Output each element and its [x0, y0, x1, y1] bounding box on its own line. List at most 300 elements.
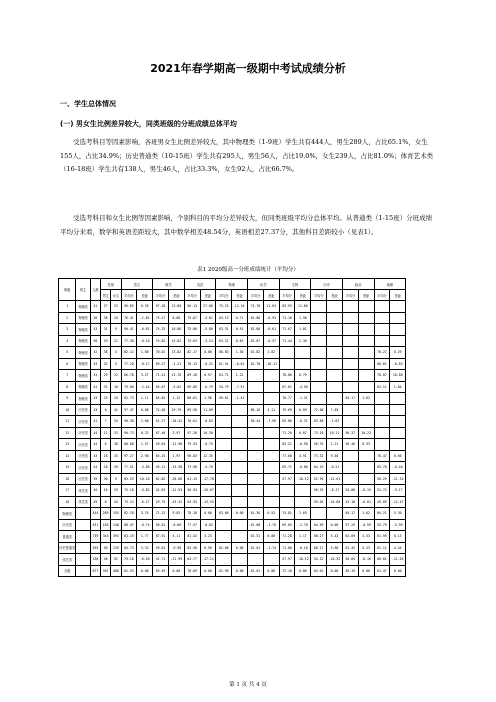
table-cell: -21.53	[168, 485, 184, 497]
table-cell: 138	[90, 554, 100, 566]
table-cell: 33	[111, 427, 121, 439]
table-row	[59, 381, 438, 393]
table-cell: -2.21	[168, 358, 184, 370]
table-cell: 0.13	[390, 531, 406, 543]
table-cell: 15.82	[168, 335, 184, 347]
table-cell	[279, 358, 295, 370]
table-cell	[263, 473, 279, 485]
table-cell: 0.35	[137, 301, 153, 313]
table-cell: 4.11	[168, 531, 184, 543]
table-cell	[374, 416, 390, 428]
table-cell: 82.18	[121, 508, 137, 520]
table-cell: -3.80	[137, 462, 153, 474]
table-cell: 45.11	[153, 462, 169, 474]
table-cell: 1.62	[358, 393, 374, 405]
table-cell: 63.58	[311, 416, 327, 428]
table-cell	[232, 450, 248, 462]
table-cell: 56.37	[342, 427, 358, 439]
table-body	[59, 301, 438, 577]
table-cell: 10	[59, 404, 76, 416]
table-cell: -0.82	[200, 519, 216, 531]
table-cell: 物理类	[76, 347, 90, 359]
table-row	[59, 519, 438, 531]
table-cell: 51.72	[374, 485, 390, 497]
table-cell	[232, 485, 248, 497]
table-cell: -20.68	[168, 473, 184, 485]
table-cell: 5.60	[327, 542, 343, 554]
table-cell: 77.97	[184, 519, 200, 531]
table-row	[59, 508, 438, 520]
table-cell: 64.17	[342, 393, 358, 405]
table-cell: 4.11	[263, 404, 279, 416]
header-cell: 班主	[76, 279, 90, 301]
table-cell: 3.97	[168, 427, 184, 439]
table-cell: 86.16	[248, 404, 264, 416]
table-cell: -6.01	[358, 496, 374, 508]
table-cell: 0	[101, 496, 111, 508]
table-cell: -10.11	[263, 358, 279, 370]
table-cell: -21.99	[168, 554, 184, 566]
table-cell: 57.97	[279, 473, 295, 485]
table-cell: 49.89	[374, 496, 390, 508]
table-cell: -2.44	[137, 381, 153, 393]
table-cell: 29	[101, 335, 111, 347]
table-row	[59, 335, 438, 347]
header-cell: 生物	[279, 279, 311, 290]
table-cell: 78.13	[184, 358, 200, 370]
table-row	[59, 358, 438, 370]
table-cell	[295, 496, 311, 508]
table-cell: 74.82	[153, 335, 169, 347]
section-heading: 一、学生总体情况	[60, 100, 116, 108]
table-cell: 10.80	[390, 370, 406, 382]
table-cell: 32	[101, 358, 111, 370]
table-cell: 67.46	[153, 427, 169, 439]
table-cell	[279, 347, 295, 359]
subsection-heading: (一) 男女生比例差异较大，同类班级的分班成绩总体平均	[60, 120, 237, 128]
table-cell	[327, 347, 343, 359]
table-cell: 1.17	[295, 531, 311, 543]
table-cell: -0.10	[295, 542, 311, 554]
table-cell	[311, 335, 327, 347]
table-cell	[311, 393, 327, 405]
table-cell	[358, 370, 374, 382]
table-cell: 96.13	[184, 301, 200, 313]
table-cell: 90.83	[184, 450, 200, 462]
table-cell: 63.13	[216, 312, 232, 324]
table-cell: 0.97	[200, 370, 216, 382]
table-cell: -10.42	[168, 416, 184, 428]
table-cell	[263, 450, 279, 462]
table-cell	[263, 496, 279, 508]
table-cell: 9	[111, 358, 121, 370]
table-cell: 0.22	[137, 427, 153, 439]
subheader-cell: 差距	[200, 290, 216, 301]
table-cell: 41	[90, 381, 100, 393]
table-cell: 74.78	[248, 301, 264, 313]
table-cell: 物理类	[76, 301, 90, 313]
table-cell: -6.79	[200, 381, 216, 393]
table-cell: -8.16	[358, 554, 374, 566]
table-row	[59, 473, 438, 485]
table-cell: 43	[90, 324, 100, 336]
table-cell: 83.50	[184, 542, 200, 554]
table-cell: 81.53	[121, 565, 137, 577]
table-cell: 0.00	[168, 565, 184, 577]
table-cell: 6.09	[295, 404, 311, 416]
table-row	[59, 462, 438, 474]
table-cell: 73.16	[311, 427, 327, 439]
table-cell: 18	[59, 496, 76, 508]
table-cell: 62.11	[374, 381, 390, 393]
table-cell: -0.93	[263, 312, 279, 324]
table-cell: 0.00	[200, 565, 216, 577]
table-cell: 82.12	[121, 347, 137, 359]
table-cell	[342, 473, 358, 485]
table-cell: 54.12	[311, 554, 327, 566]
table-cell: 63.31	[216, 324, 232, 336]
table-cell	[358, 335, 374, 347]
table-cell	[248, 439, 264, 451]
table-cell: -1.76	[263, 519, 279, 531]
table-cell: 29	[111, 485, 121, 497]
table-row	[59, 485, 438, 497]
table-cell: 76.61	[184, 416, 200, 428]
table-cell: 0.66	[390, 450, 406, 462]
table-cell: 90.41	[121, 324, 137, 336]
table-cell: -10.12	[295, 473, 311, 485]
table-cell: 7	[101, 416, 111, 428]
table-cell: 49	[90, 496, 100, 508]
table-cell: -0.21	[200, 358, 216, 370]
table-cell: 66.21	[374, 508, 390, 520]
table-cell: 历史类	[76, 427, 90, 439]
table-cell	[216, 404, 232, 416]
table-cell: 5	[59, 347, 76, 359]
table-cell: 20	[111, 393, 121, 405]
table-cell: 51.27	[153, 416, 169, 428]
table-cell: 29.75	[153, 496, 169, 508]
subheader-cell: 平均分	[374, 290, 390, 301]
table-cell: 97.27	[121, 450, 137, 462]
table-cell: 1.96	[295, 312, 311, 324]
table-cell: 0.00	[137, 565, 153, 577]
table-cell	[358, 416, 374, 428]
table-cell	[216, 462, 232, 474]
table-cell: 391	[101, 565, 111, 577]
table-cell	[216, 531, 232, 543]
table-cell	[342, 358, 358, 370]
table-cell	[390, 404, 406, 416]
table-cell	[216, 416, 232, 428]
paragraph-score-gap: 受选考科目和女生比例等因素影响，个别科目的平均分差异较大，但同类班级平均分总体平均。从普通类（1-15班）分班成绩平均分来看，数学和英语差距较大，其中数学相差48.54分，英语相差27.37分，其他科目差距较小（见表1）。	[60, 214, 433, 236]
table-cell: 0.33	[358, 439, 374, 451]
table-cell: -9.17	[390, 485, 406, 497]
table-cell: 11.09	[200, 404, 216, 416]
table-cell: 44	[90, 439, 100, 451]
table-cell: 486	[111, 565, 121, 577]
header-cell: 语文	[121, 279, 153, 290]
table-cell	[248, 393, 264, 405]
table-cell: 78.69	[184, 565, 200, 577]
table-cell: 50.46	[342, 439, 358, 451]
table-cell: 3.32	[137, 542, 153, 554]
table-row	[59, 542, 438, 554]
table-cell: 18	[101, 462, 111, 474]
table-cell	[327, 370, 343, 382]
table-cell: 11.63	[263, 301, 279, 313]
table-cell	[342, 335, 358, 347]
table-cell: 0.00	[327, 565, 343, 577]
table-cell: 75.16	[121, 485, 137, 497]
table-row	[59, 450, 438, 462]
table-cell	[390, 324, 406, 336]
table-cell: -11.32	[390, 473, 406, 485]
table-cell: 61.45	[342, 542, 358, 554]
table-cell	[327, 508, 343, 520]
table-cell: 0.00	[200, 347, 216, 359]
table-cell: 50	[90, 335, 100, 347]
table-cell	[216, 450, 232, 462]
table-cell: 11	[59, 416, 76, 428]
table-cell	[327, 312, 343, 324]
table-cell: -5.82	[137, 485, 153, 497]
subheader-cell: 差距	[232, 290, 248, 301]
table-cell: 76.41	[121, 312, 137, 324]
table-cell	[342, 450, 358, 462]
table-row	[59, 370, 438, 382]
table-cell: -7.96	[263, 416, 279, 428]
table-cell	[232, 519, 248, 531]
table-cell: 2.90	[137, 450, 153, 462]
table-cell: 82.17	[184, 347, 200, 359]
table-cell: 75.23	[216, 301, 232, 313]
table-cell: 3.27	[137, 370, 153, 382]
table-cell: -5.80	[200, 324, 216, 336]
table-cell: 43	[90, 358, 100, 370]
table-cell	[358, 450, 374, 462]
table-cell: 0.91	[232, 324, 248, 336]
table-cell: 1.84	[390, 381, 406, 393]
table-cell	[311, 381, 327, 393]
table-cell	[358, 358, 374, 370]
table-cell: 12	[59, 427, 76, 439]
table-cell: 61.82	[153, 473, 169, 485]
table-cell: 68.27	[311, 531, 327, 543]
table-row	[59, 347, 438, 359]
table-cell: 65.25	[153, 450, 169, 462]
table-cell: -5.82	[168, 381, 184, 393]
table-cell: 60.83	[216, 347, 232, 359]
table-cell: -1.31	[295, 393, 311, 405]
table-cell: -1.74	[263, 542, 279, 554]
table-cell: 0.00	[200, 508, 216, 520]
table-cell: -8.17	[327, 485, 343, 497]
table-cell: 79.53	[184, 439, 200, 451]
table-cell: 0.07	[295, 427, 311, 439]
table-cell: 27.80	[200, 301, 216, 313]
table-cell	[342, 301, 358, 313]
header-cell: 英语	[184, 279, 216, 290]
table-cell: 41	[90, 301, 100, 313]
table-cell	[216, 554, 232, 566]
table-cell: 62.82	[248, 347, 264, 359]
table-cell: 63.71	[279, 462, 295, 474]
table-cell: 394	[111, 531, 121, 543]
table-cell: 13	[59, 439, 76, 451]
table-cell	[374, 393, 390, 405]
table-cell	[76, 565, 90, 577]
table-cell: 65.67	[153, 381, 169, 393]
table-cell: -6.40	[137, 554, 153, 566]
table-cell: -0.98	[295, 439, 311, 451]
table-cell	[76, 531, 90, 543]
table-cell: -0.61	[263, 324, 279, 336]
table-cell: 239	[111, 542, 121, 554]
table-cell: 1	[59, 301, 76, 313]
table-cell: 295	[90, 542, 100, 554]
subheader-cell: 差距	[390, 290, 406, 301]
table-cell: 55.03	[311, 496, 327, 508]
table-cell	[232, 473, 248, 485]
table-row	[59, 312, 438, 324]
table-cell	[374, 427, 390, 439]
subheader-cell: 平均分	[279, 290, 295, 301]
table-cell: 70.07	[374, 370, 390, 382]
table-cell: -0.59	[358, 519, 374, 531]
table-cell	[263, 370, 279, 382]
table-cell: 77.30	[121, 335, 137, 347]
table-cell: 10.10	[137, 473, 153, 485]
table-cell: 8.68	[168, 312, 184, 324]
table-cell: 75.00	[184, 324, 200, 336]
table-cell: 1.80	[137, 347, 153, 359]
table-cell: 4	[111, 347, 121, 359]
table-cell: 11	[101, 427, 111, 439]
table-cell: 66.61	[374, 358, 390, 370]
table-cell	[311, 358, 327, 370]
table-cell	[279, 485, 295, 497]
table-cell: 64.17	[342, 508, 358, 520]
table-cell	[374, 404, 390, 416]
table-cell	[311, 370, 327, 382]
table-cell	[263, 554, 279, 566]
table-cell	[232, 496, 248, 508]
table-cell: -4.58	[295, 381, 311, 393]
table-cell: 77.51	[121, 462, 137, 474]
table-cell: 0.00	[327, 519, 343, 531]
table-cell: 69.85	[184, 381, 200, 393]
table-cell	[263, 427, 279, 439]
table-cell: 15	[59, 462, 76, 474]
table-cell: 43	[90, 450, 100, 462]
table-cell	[327, 393, 343, 405]
table-cell	[248, 462, 264, 474]
table-cell: 27	[101, 301, 111, 313]
table-cell	[374, 312, 390, 324]
table-cell: 22	[111, 370, 121, 382]
table-cell: 物理类	[76, 393, 90, 405]
table-cell	[232, 554, 248, 566]
table-cell	[358, 301, 374, 313]
table-cell: 0.81	[232, 335, 248, 347]
table-cell: 61.41	[216, 358, 232, 370]
table-cell: 1.11	[137, 393, 153, 405]
table-cell: 55.79	[374, 519, 390, 531]
table-cell: 7.03	[327, 404, 343, 416]
table-cell: 物理类	[59, 508, 76, 520]
table-row	[59, 565, 438, 577]
table-cell: 877	[90, 565, 100, 577]
table-cell: 72.00	[311, 404, 327, 416]
table-cell: 92	[111, 554, 121, 566]
table-cell: 11.86	[295, 301, 311, 313]
table-cell: 59.01	[153, 542, 169, 554]
table-cell: 431	[90, 519, 100, 531]
table-cell: -8.66	[168, 519, 184, 531]
table-cell: 13.80	[168, 301, 184, 313]
table-cell: 1.02	[263, 347, 279, 359]
table-cell: 0.00	[232, 542, 248, 554]
table-cell	[248, 370, 264, 382]
table-cell	[76, 554, 90, 566]
table-cell: 物理类	[76, 335, 90, 347]
table-cell: -17.11	[200, 554, 216, 566]
table-cell: 历史普通类	[59, 542, 76, 554]
table-cell: 62.86	[248, 312, 264, 324]
table-cell	[311, 508, 327, 520]
table-cell: 70.27	[374, 347, 390, 359]
table-cell	[327, 358, 343, 370]
table-cell: 71.20	[279, 427, 295, 439]
table-cell	[279, 496, 295, 508]
table-cell: 16	[59, 473, 76, 485]
table-row	[59, 393, 438, 405]
table-cell	[390, 301, 406, 313]
table-cell	[248, 496, 264, 508]
table-cell: 6	[101, 404, 111, 416]
table-cell: 12.35	[200, 450, 216, 462]
table-caption: 表1 2020级高一分班成绩统计（平均分）	[197, 267, 299, 273]
table-cell: -0.83	[200, 416, 216, 428]
table-cell: -1.82	[137, 312, 153, 324]
table-cell: 74.40	[153, 404, 169, 416]
table-cell	[311, 301, 327, 313]
subheader-cell: 差距	[295, 290, 311, 301]
table-cell: 71.10	[279, 312, 295, 324]
table-cell: 96.65	[121, 301, 137, 313]
table-cell: 64.77	[184, 554, 200, 566]
table-row	[59, 554, 438, 566]
table-cell: 78.18	[184, 508, 200, 520]
table-cell: 4.91	[295, 450, 311, 462]
table-cell: 2.65	[295, 508, 311, 520]
table-cell	[311, 347, 327, 359]
table-cell: 5.30	[390, 508, 406, 520]
table-cell	[232, 462, 248, 474]
table-cell: 57.97	[279, 554, 295, 566]
table-cell: -9.98	[168, 542, 184, 554]
table-cell: 6.79	[295, 370, 311, 382]
table-cell: 6.90	[200, 542, 216, 554]
table-cell	[248, 427, 264, 439]
table-cell: 155	[111, 508, 121, 520]
table-cell: 历史类	[76, 450, 90, 462]
table-cell: 0.29	[390, 347, 406, 359]
table-cell	[295, 347, 311, 359]
table-cell: 18	[101, 450, 111, 462]
table-cell: 41.71	[153, 554, 169, 566]
